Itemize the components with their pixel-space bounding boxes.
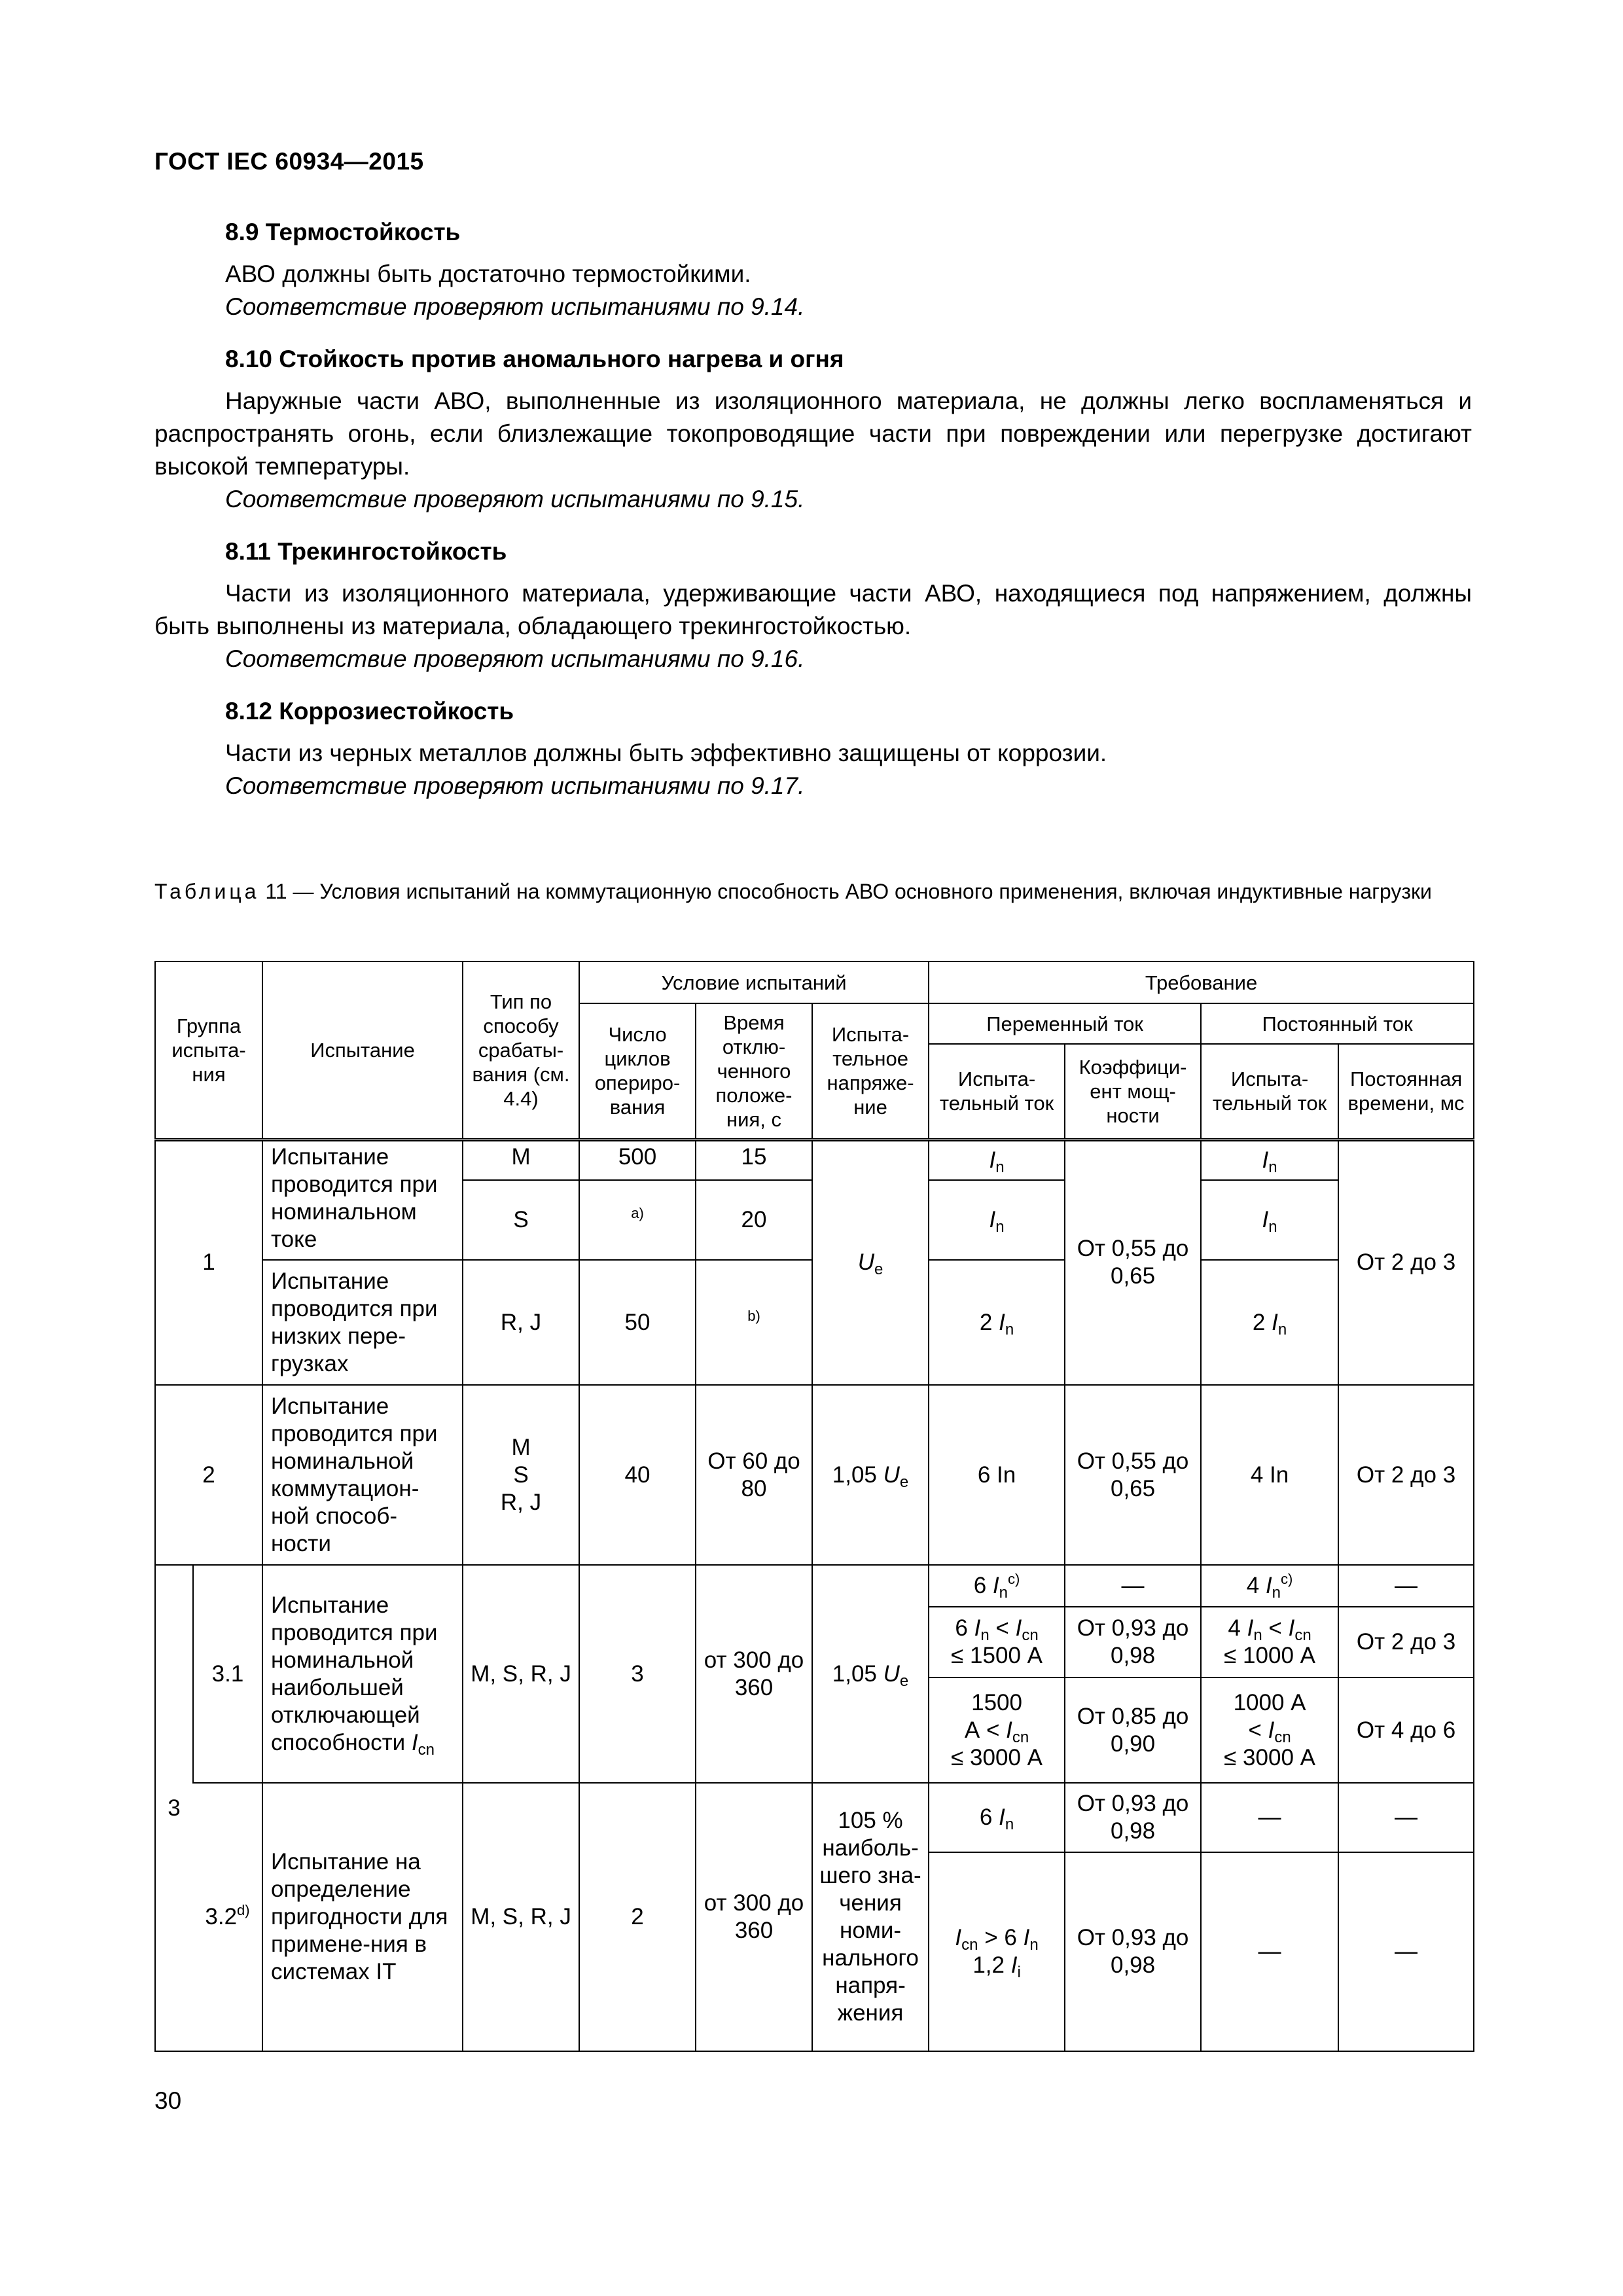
section-title: 8.12 Коррозиестойкость (225, 698, 514, 725)
power-factor-cell: От 0,85 до 0,90 (1065, 1677, 1201, 1783)
power-factor-cell: От 0,55 до 0,65 (1065, 1139, 1201, 1385)
dc-current-cell: — (1201, 1783, 1338, 1852)
table-caption-label: Таблица (154, 880, 260, 903)
table-row (155, 1565, 1474, 1607)
compliance-note: Соответствие проверяют испытаниями по 9.14. (225, 293, 805, 320)
voltage-cell: 105 % наиболь-шего зна-чения номи-нального напря-жения (812, 1783, 929, 2051)
cycles-cell (579, 1180, 696, 1260)
ac-current-cell: $I_{cn} > 6$ $I_n$ 1,2 $I_i$ (929, 1852, 1065, 2051)
power-factor-cell: От 0,93 до 0,98 (1065, 1783, 1201, 1852)
section-8-9 (154, 216, 1472, 323)
group-1-label: 1 (155, 1139, 262, 1385)
dc-current-cell: 2 $I_n$ (1201, 1260, 1338, 1385)
time-constant-cell: — (1338, 1852, 1474, 2051)
type-cell: M, S, R, J (463, 1783, 579, 2051)
ac-current-cell: 1500 $А < I_{cn}$ ≤ 3000 А (929, 1677, 1065, 1783)
power-factor-cell: От 0,93 до 0,98 (1065, 1607, 1201, 1677)
ac-current-cell: 6 In (929, 1385, 1065, 1565)
group-3-label: 3 (155, 1565, 193, 2051)
header-power-factor: Коэффици-ент мощ-ности (1065, 1044, 1201, 1139)
ac-current-cell: $I_n$ (929, 1139, 1065, 1180)
type-cell: M, S, R, J (463, 1565, 579, 1783)
time-constant-cell: — (1338, 1565, 1474, 1607)
table-caption (154, 878, 1472, 905)
off-time-cell (696, 1260, 812, 1385)
compliance-note: Соответствие проверяют испытаниями по 9.15. (225, 486, 805, 512)
ac-current-cell: 2 $I_n$ (929, 1260, 1065, 1385)
section-8-11 (154, 535, 1472, 675)
header-type: Тип по способу срабаты-вания (см. 4.4) (463, 961, 579, 1139)
ac-current-cell: 6 $I_n < I_{cn}$ ≤ 1500 А (929, 1607, 1065, 1677)
dc-current-cell: 4 $I_n^{c)}$ (1201, 1565, 1338, 1607)
compliance-note: Соответствие проверяют испытаниями по 9.16. (225, 645, 805, 672)
voltage-cell: 1,05 $U_e$ (812, 1565, 929, 1783)
table-caption-text: 11 — Условия испытаний на коммутационную способность АВО основного применения, включая индуктивные нагрузки (259, 880, 1432, 903)
cycles-cell: 3 (579, 1565, 696, 1783)
off-time-cell: от 300 до 360 (696, 1565, 812, 1783)
header-requirement: Требование (929, 961, 1474, 1003)
time-constant-cell: От 4 до 6 (1338, 1677, 1474, 1783)
dc-current-cell: 4 In (1201, 1385, 1338, 1565)
power-factor-cell: От 0,55 до 0,65 (1065, 1385, 1201, 1565)
cycles-cell: 50 (579, 1260, 696, 1385)
dc-current-cell: 4 $I_n < I_{cn}$ ≤ 1000 А (1201, 1607, 1338, 1677)
test-it-systems: Испытание на определение пригодности для примене-ния в системах IT (262, 1783, 463, 2051)
section-title: 8.9 Термостойкость (225, 219, 461, 245)
header-ac-current: Испыта-тельный ток (929, 1044, 1065, 1139)
header-test: Испытание (262, 961, 463, 1139)
power-factor-cell: От 0,93 до 0,98 (1065, 1852, 1201, 2051)
document-header: ГОСТ IEC 60934—2015 (154, 148, 424, 175)
header-dc: Постоянный ток (1201, 1003, 1474, 1044)
dc-current-cell: — (1201, 1852, 1338, 2051)
cycles-cell: 500 (579, 1139, 696, 1180)
ac-current-cell: $I_n$ (929, 1180, 1065, 1260)
type-cell: M S R, J (463, 1385, 579, 1565)
section-text: Наружные части АВО, выполненные из изоляционного материала, не должны легко воспламеняться и распространять огонь, если близлежащие токопроводящие части при повреждении или перегрузке достигают высокой температуры. (154, 387, 1472, 480)
subgroup-3-1-label: 3.1 (193, 1565, 262, 1783)
test-rated-making-capacity: Испытание проводится при номинальной коммутацион-ной способ-ности (262, 1385, 463, 1565)
test-rated-ultimate-breaking: Испытание проводится при номинальной наибольшей отключающей способности $I_{cn}$ (262, 1565, 463, 1783)
footnote-mark: a) (631, 1205, 644, 1221)
power-factor-cell: — (1065, 1565, 1201, 1607)
test-rated-current: Испытание проводится при номинальном токе (262, 1139, 463, 1260)
section-title: 8.10 Стойкость против аномального нагрева и огня (225, 346, 844, 372)
section-8-12 (154, 695, 1472, 802)
footnote-mark: b) (747, 1307, 760, 1324)
type-cell: S (463, 1180, 579, 1260)
header-cycles: Число циклов опериро-вания (579, 1003, 696, 1139)
type-cell: M (463, 1139, 579, 1180)
table-row (155, 1783, 1474, 1852)
switching-capacity-table (154, 961, 1474, 2052)
ac-current-cell: 6 $I_n$ (929, 1783, 1065, 1852)
off-time-cell: 20 (696, 1180, 812, 1260)
section-text: Части из черных металлов должны быть эффективно защищены от коррозии. (225, 740, 1107, 766)
dc-current-cell: $I_n$ (1201, 1139, 1338, 1180)
header-group: Группа испыта-ния (155, 961, 262, 1139)
group-2-label: 2 (155, 1385, 262, 1565)
time-constant-cell: От 2 до 3 (1338, 1385, 1474, 1565)
cycles-cell: 2 (579, 1783, 696, 2051)
header-ac: Переменный ток (929, 1003, 1201, 1044)
dc-current-cell: $I_n$ (1201, 1180, 1338, 1260)
subgroup-3-2-label: 3.2$^{d)}$ (193, 1783, 262, 2051)
dc-current-cell: 1000 А < $I_{cn}$ ≤ 3000 А (1201, 1677, 1338, 1783)
test-low-overload: Испытание проводится при низких пере-грузках (262, 1260, 463, 1385)
header-voltage: Испыта-тельное напряже-ние (812, 1003, 929, 1139)
time-constant-cell: — (1338, 1783, 1474, 1852)
section-8-10 (154, 343, 1472, 516)
header-dc-current: Испыта-тельный ток (1201, 1044, 1338, 1139)
header-time-constant: Постоянная времени, мс (1338, 1044, 1474, 1139)
off-time-cell: От 60 до 80 (696, 1385, 812, 1565)
off-time-cell: от 300 до 360 (696, 1783, 812, 2051)
type-cell: R, J (463, 1260, 579, 1385)
time-constant-cell: От 2 до 3 (1338, 1139, 1474, 1385)
section-text: АВО должны быть достаточно термостойкими. (225, 260, 751, 287)
document-body (154, 216, 1472, 822)
voltage-cell: 1,05 $U_e$ (812, 1385, 929, 1565)
time-constant-cell: От 2 до 3 (1338, 1607, 1474, 1677)
compliance-note: Соответствие проверяют испытаниями по 9.17. (225, 772, 805, 799)
off-time-cell: 15 (696, 1139, 812, 1180)
table-row (155, 1385, 1474, 1565)
cycles-cell: 40 (579, 1385, 696, 1565)
header-conditions: Условие испытаний (579, 961, 929, 1003)
voltage-cell: $U_e$ (812, 1139, 929, 1385)
section-title: 8.11 Трекингостойкость (225, 538, 507, 565)
page-number: 30 (154, 2087, 182, 2114)
ac-current-cell: 6 $I_n^{c)}$ (929, 1565, 1065, 1607)
header-off-time: Время отклю-ченного положе-ния, с (696, 1003, 812, 1139)
section-text: Части из изоляционного материала, удерживающие части АВО, находящиеся под напряжением, должны быть выполнены из материала, обладающего трекингостойкостью. (154, 580, 1472, 639)
table-row (155, 1139, 1474, 1180)
